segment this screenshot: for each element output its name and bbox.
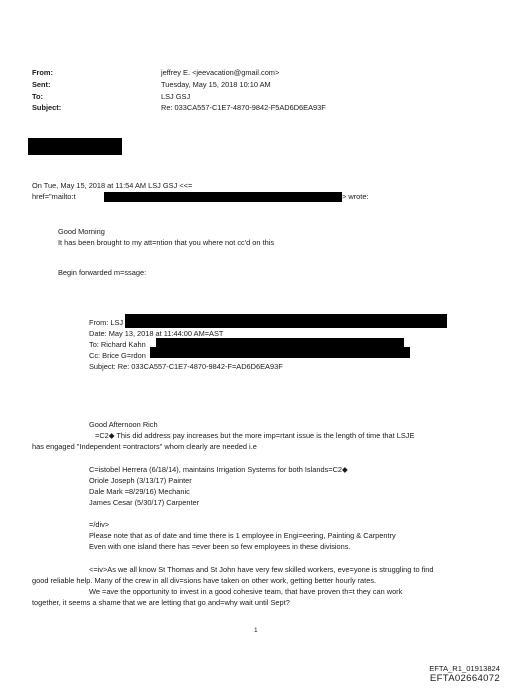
page-number: 1 (254, 627, 258, 634)
msg-list-item-1: C=istobel Herrera (6/18/14), maintains Irrigation Systems for both Islands=C2◆ (89, 465, 348, 474)
fwd-from: From: LSJ (89, 318, 124, 327)
from-value: jeffrey E. <jeevacation@gmail.com> (161, 68, 280, 77)
sent-label: Sent: (32, 80, 51, 89)
reply-greeting: Good Morning (58, 227, 105, 236)
fwd-date: Date: May 13, 2018 at 11:44:00 AM=AST (89, 329, 224, 338)
msg-greeting: Good Afternoon Rich (89, 420, 158, 429)
reply-forward: Begin forwarded m=ssage: (58, 268, 147, 277)
fwd-cc: Cc: Brice G=rdon (89, 351, 146, 360)
redaction-fwd-from (125, 314, 447, 328)
footer-code-1: EFTA_R1_01913824 (429, 664, 500, 673)
quote-intro-line1: On Tue, May 15, 2018 at 11:54 AM LSJ GSJ <<= (32, 181, 193, 190)
redaction-email (104, 192, 342, 202)
redaction-block (28, 138, 122, 155)
msg-list-item-2: Oriole Joseph (3/13/17) Painter (89, 476, 192, 485)
msg-p1-line2: has engaged "Independent =ontractors" whom clearly are needed i.e (32, 442, 257, 451)
quote-intro-line2-start: href="mailto:t (32, 192, 76, 201)
msg-p2-line2: Even with one island there has =ever been so few employees in these divisions. (89, 542, 351, 551)
sent-value: Tuesday, May 15, 2018 10:10 AM (161, 80, 271, 89)
msg-p4-line2: together, it seems a shame that we are letting that go and=why wait until Sept? (32, 598, 290, 607)
fwd-to: To: Richard Kahn (89, 340, 146, 349)
footer-code-2: EFTA02664072 (429, 673, 500, 684)
from-label: From: (32, 68, 53, 77)
redaction-fwd-cc (150, 347, 410, 358)
subject-value: Re: 033CA557-C1E7-4870-9842-F5AD6D6EA93F (161, 103, 326, 112)
to-value: LSJ GSJ (161, 92, 191, 101)
reply-body: It has been brought to my att=ntion that you where not cc'd on this (58, 238, 275, 247)
msg-p3-line2: good reliable help. Many of the crew in all div=sions have taken on other work, getting better hourly rates. (32, 576, 377, 585)
msg-p1-line1: =C2◆ This did address pay increases but the more imp=rtant issue is the length of time that LSJE (95, 431, 415, 440)
subject-label: Subject: (32, 103, 62, 112)
msg-p3-line1: <=iv>As we all know St Thomas and St John have very few skilled workers, eve=yone is struggling to find (89, 565, 434, 574)
fwd-subject: Subject: Re: 033CA557-C1E7-4870-9842-F=AD6D6EA93F (89, 362, 283, 371)
msg-list-item-3: Dale Mark =8/29/16) Mechanic (89, 487, 190, 496)
to-label: To: (32, 92, 43, 101)
msg-p4-line1: We =ave the opportunity to invest in a good cohesive team, that have proven th=t they can work (89, 587, 403, 596)
msg-list-item-4: James Cesar (5/30/17) Carpenter (89, 498, 200, 507)
msg-div-close: =/div> (89, 520, 110, 529)
msg-p2-line1: Please note that as of date and time there is 1 employee in Engi=eering, Painting & Carpentry (89, 531, 396, 540)
quote-intro-line2-end: > wrote: (342, 192, 369, 201)
